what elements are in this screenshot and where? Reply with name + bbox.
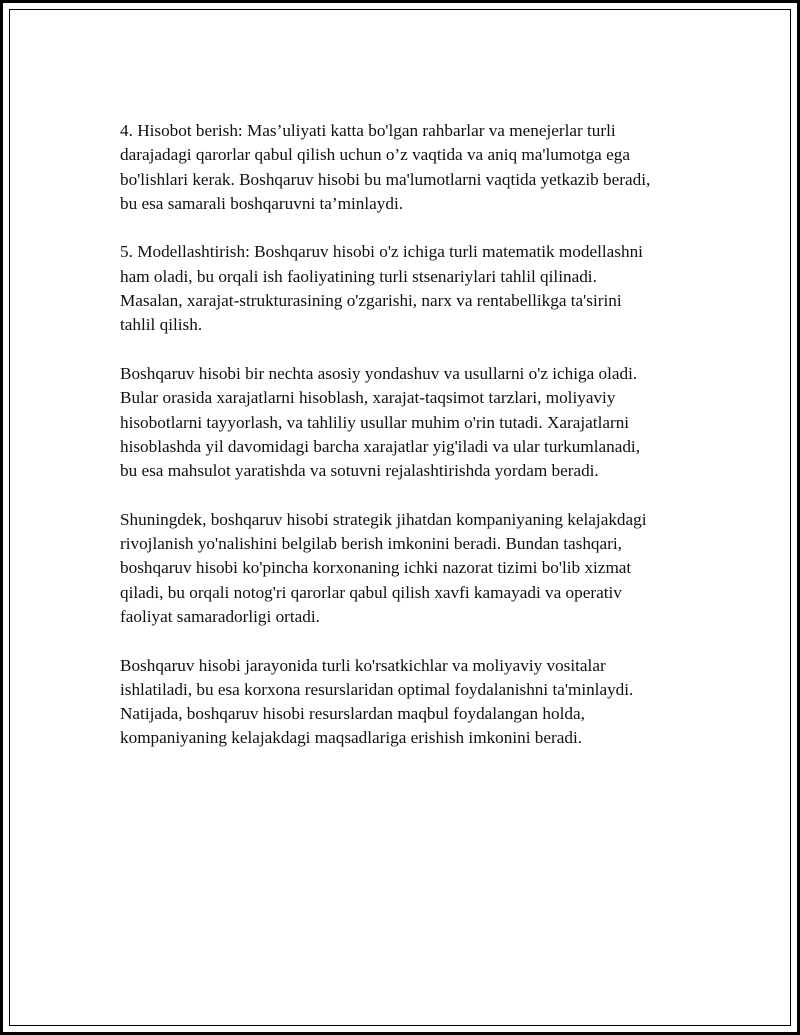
paragraph-conclusion: Boshqaruv hisobi jarayonida turli ko'rsatkichlar va moliyaviy vositalar ishlatiladi, bu esa korxona resurslaridan optimal foydalanishni ta'minlaydi. Natijada, boshqaruv hisobi resurslardan maqbul foydalangan holda, kompaniyaning kelajakdagi maqsadlariga erishish imkonini beradi. [120, 655, 634, 748]
paragraph-reporting: 4. Hisobot berish: Mas’uliyati katta bo'lgan rahbarlar va menejerlar turli darajadagi qarorlar qabul qilish uchun o’z vaqtida va aniq ma'lumotga ega bo'lishlari kerak. Boshqaruv hisobi bu ma'lumotlarni vaqtida yetkazib beradi, bu esa samarali boshqaruvni ta’minlaydi. [120, 121, 651, 213]
paragraph-modelling: 5. Modellashtirish: Boshqaruv hisobi o'z ichiga turli matematik modellashni ham oladi, bu orqali ish faoliyatining turli stsenariylari tahlil qilinadi. Masalan, xarajat-strukturasining o'zgarishi, narx va rentabellikga ta'sirini tahlil qilish. [120, 242, 643, 335]
paragraph-approaches: Boshqaruv hisobi bir nechta asosiy yondashuv va usullarni o'z ichiga oladi. Bular orasida xarajatlarni hisoblash, xarajat-taqsimot tarzlari, moliyaviy hisobotlarni tayyorlash, va tahliliy usullar muhim o'rin tutadi. Xarajatlarni hisoblashda yil davomidagi barcha xarajatlar yig'iladi va ular turkumlanadi, bu esa mahsulot yaratishda va sotuvni rejalashtirishda yordam beradi. [120, 363, 640, 481]
paragraph-strategy: Shuningdek, boshqaruv hisobi strategik jihatdan kompaniyaning kelajakdagi rivojlanish yo'nalishini belgilab berish imkonini beradi. Bundan tashqari, boshqaruv hisobi ko'pincha korxonaning ichki nazorat tizimi bo'lib xizmat qiladi, bu orqali notog'ri qarorlar qabul qilish xavfi kamayadi va operativ faoliyat samaradorligi ortadi. [120, 509, 647, 626]
document-body [120, 119, 700, 751]
